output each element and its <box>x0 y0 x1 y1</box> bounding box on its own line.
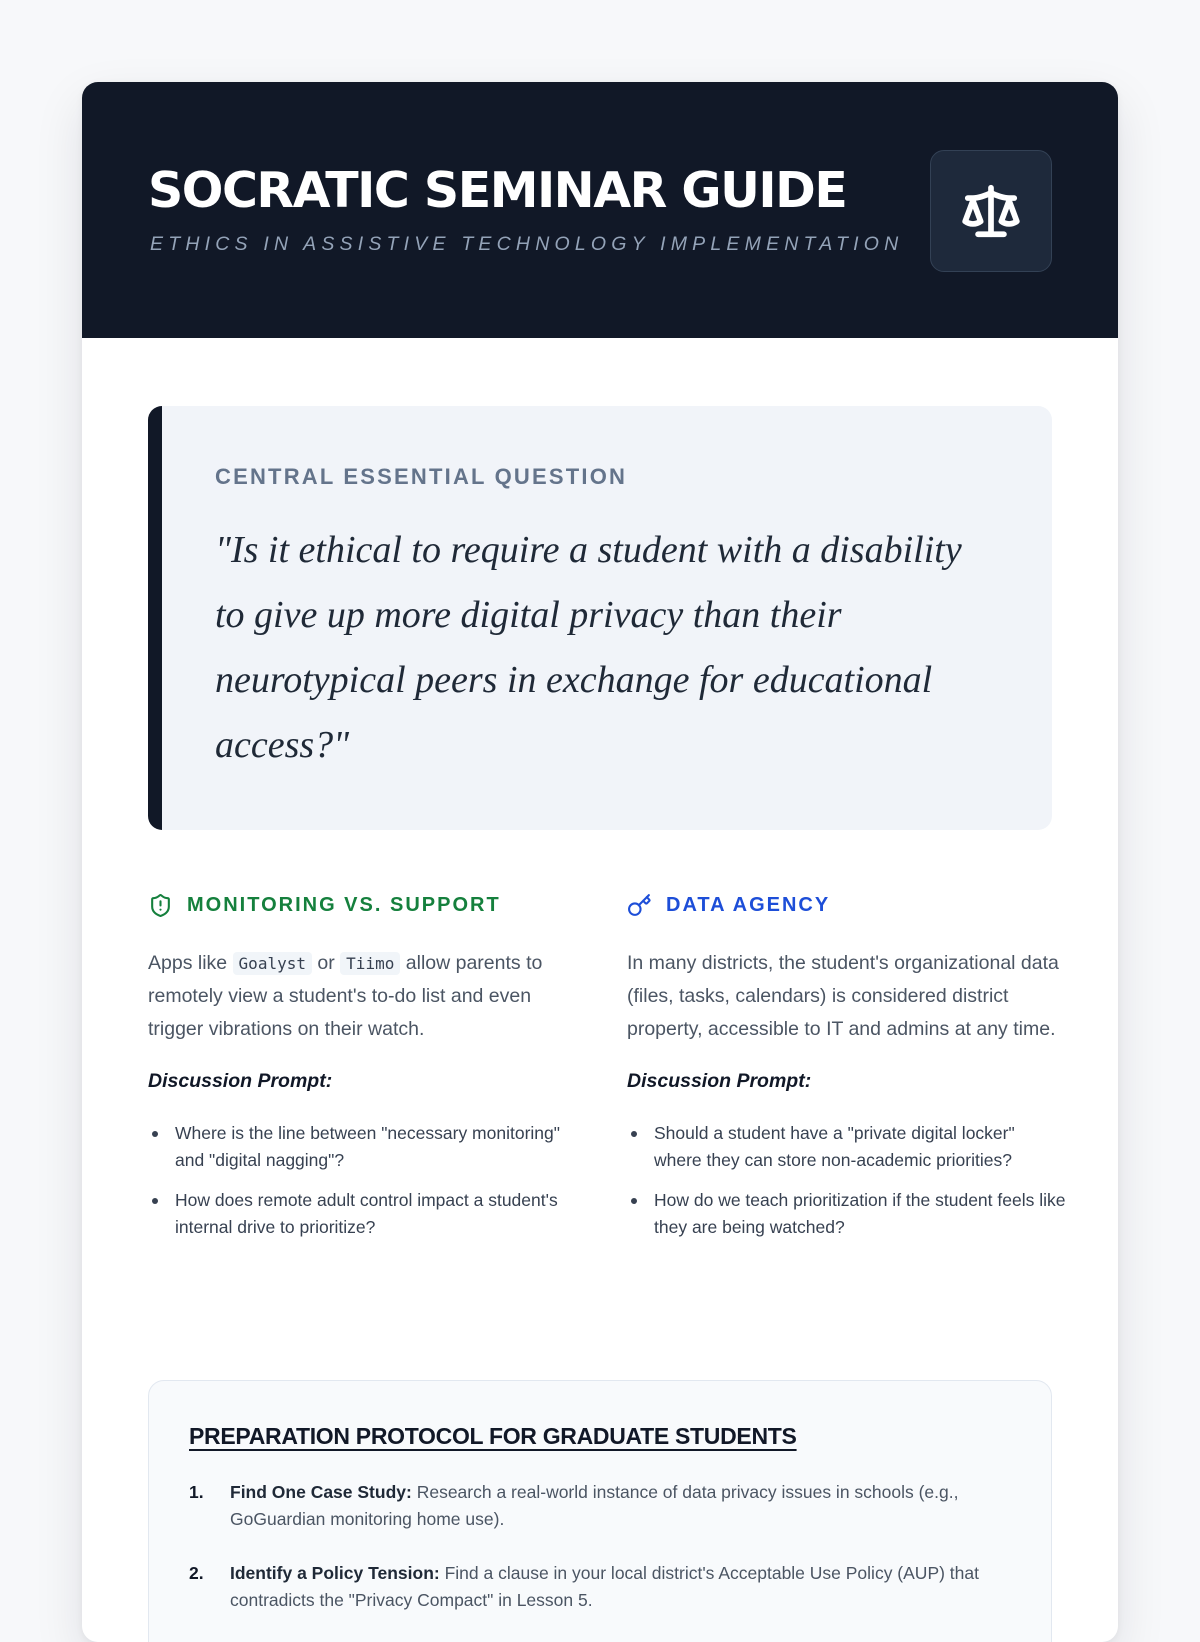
step-lead: Find One Case Study: <box>230 1482 412 1502</box>
monitoring-prompt-list <box>148 1120 588 1241</box>
page-title: SOCRATIC SEMINAR GUIDE <box>148 162 847 219</box>
protocol-steps <box>189 1479 989 1641</box>
preparation-protocol-box <box>148 1380 1052 1642</box>
list-item: How does remote adult control impact a student's internal drive to prioritize? <box>148 1187 588 1241</box>
protocol-step <box>189 1560 989 1614</box>
question-text: "Is it ethical to require a student with a disability to give up more digital privacy than their neurotypical peers in exchange for educational access?" <box>215 529 962 766</box>
logo-badge <box>930 150 1052 272</box>
monitoring-prompt-label: Discussion Prompt: <box>148 1070 333 1092</box>
step-text: Find a clause in your local district's Acceptable Use Policy (AUP) that contradicts the "Privacy Compact" in Lesson 5. <box>230 1563 979 1610</box>
agency-prompt-label: Discussion Prompt: <box>627 1070 812 1092</box>
app-name-code: Goalyst <box>233 952 312 975</box>
page-subtitle: ETHICS IN ASSISTIVE TECHNOLOGY IMPLEMENTATION <box>150 233 904 255</box>
protocol-title: PREPARATION PROTOCOL FOR GRADUATE STUDENTS <box>189 1423 797 1449</box>
list-item: Should a student have a "private digital locker" where they can store non-academic priorities? <box>627 1120 1067 1174</box>
data-agency-section <box>627 892 1067 1254</box>
monitoring-heading <box>148 892 588 918</box>
shield-alert-icon <box>148 893 173 918</box>
step-number: 2. <box>189 1563 204 1583</box>
monitoring-body-pre: Apps like <box>148 952 228 974</box>
scale-icon <box>960 180 1022 242</box>
list-item: How do we teach prioritization if the student feels like they are being watched? <box>627 1187 1067 1241</box>
key-icon <box>627 893 652 918</box>
protocol-step <box>189 1479 989 1533</box>
monitoring-section <box>148 892 588 1254</box>
step-text: Research a real-world instance of data privacy issues in schools (e.g., GoGuardian monitoring home use). <box>230 1482 959 1529</box>
monitoring-title: MONITORING VS. SUPPORT <box>187 893 501 916</box>
header <box>82 82 1118 338</box>
agency-title: DATA AGENCY <box>666 893 831 916</box>
agency-prompt-list <box>627 1120 1067 1241</box>
question-label: CENTRAL ESSENTIAL QUESTION <box>215 464 628 489</box>
step-lead: Identify a Policy Tension: <box>230 1563 440 1583</box>
essential-question-box <box>148 406 1052 830</box>
monitoring-body-mid: or <box>317 952 335 974</box>
monitoring-body <box>148 947 588 1046</box>
seminar-guide-card <box>82 82 1118 1642</box>
agency-body: In many districts, the student's organizational data (files, tasks, calendars) is considered district property, accessible to IT and admins at any time. <box>627 952 1059 1040</box>
step-number: 1. <box>189 1482 204 1502</box>
monitoring-body-post: allow parents to remotely view a student's to-do list and even trigger vibrations on their watch. <box>148 952 543 1040</box>
agency-heading <box>627 892 1067 918</box>
app-name-code: Tiimo <box>340 952 400 975</box>
list-item: Where is the line between "necessary monitoring" and "digital nagging"? <box>148 1120 588 1174</box>
